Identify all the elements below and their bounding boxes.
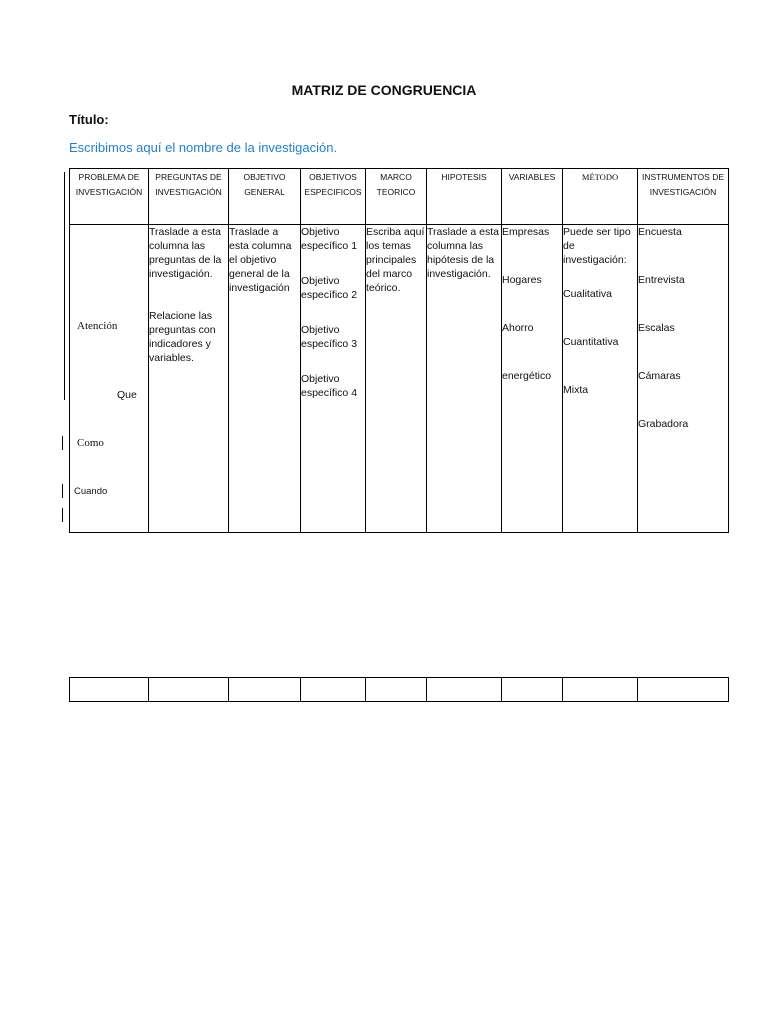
content-row (70, 225, 729, 533)
instrumento-entrevista: Entrevista (638, 274, 685, 286)
titulo-value: Escribimos aquí el nombre de la investigación. (69, 140, 338, 155)
variables-cell (502, 225, 563, 533)
empty-cell (229, 678, 301, 702)
marco-teorico-cell (366, 225, 427, 533)
objetivos-especificos-cell (301, 225, 366, 533)
margin-bar (64, 224, 65, 400)
objetivo-general-text: Traslade a esta columna el objetivo general de la investigación (229, 226, 292, 294)
empty-table-row (69, 677, 729, 702)
metodo-cuantitativa: Cuantitativa (563, 336, 619, 348)
problema-que: Que (117, 389, 137, 401)
header-preguntas: PREGUNTAS DE INVESTIGACIÓN (149, 169, 229, 225)
header-hipotesis: HIPOTESIS (427, 169, 502, 225)
margin-bar (62, 436, 63, 450)
preguntas-text-2: Relacione las preguntas con indicadores y variables. (149, 310, 216, 364)
empty-cell (638, 678, 729, 702)
congruence-matrix (69, 168, 729, 533)
objetivo-especifico-4: Objetivo específico 4 (301, 373, 358, 399)
header-objetivos-especificos: OBJETIVOS ESPECIFICOS (301, 169, 366, 225)
empty-cell (149, 678, 229, 702)
margin-bar (62, 484, 63, 498)
header-row (70, 169, 729, 225)
header-problema: PROBLEMA DE INVESTIGACIÓN (70, 169, 149, 225)
empty-cell (70, 678, 149, 702)
instrumento-escalas: Escalas (638, 322, 675, 334)
variable-hogares: Hogares (502, 274, 542, 286)
empty-cell (427, 678, 502, 702)
marco-teorico-text: Escriba aquí los temas principales del marco teórico. (366, 226, 425, 294)
problema-cell (70, 225, 149, 533)
empty-cell (301, 678, 366, 702)
header-objetivo-general: OBJETIVO GENERAL (229, 169, 301, 225)
objetivo-especifico-1: Objetivo específico 1 (301, 226, 358, 252)
variable-energetico: energético (502, 370, 552, 382)
header-variables: VARIABLES (502, 169, 563, 225)
hipotesis-text: Traslade a esta columna las hipótesis de la investigación. (427, 226, 499, 280)
objetivo-especifico-3: Objetivo específico 3 (301, 324, 358, 350)
instrumentos-cell (638, 225, 729, 533)
problema-como: Como (77, 437, 104, 449)
preguntas-cell (149, 225, 229, 533)
header-marco-teorico: MARCO TEORICO (366, 169, 427, 225)
variable-empresas: Empresas (502, 226, 550, 238)
instrumento-camaras: Cámaras (638, 370, 681, 382)
empty-cell (366, 678, 427, 702)
header-instrumentos: INSTRUMENTOS DE INVESTIGACIÓN (638, 169, 729, 225)
hipotesis-cell (427, 225, 502, 533)
metodo-cualitativa: Cualitativa (563, 288, 613, 300)
metodo-mixta: Mixta (563, 384, 589, 396)
titulo-label: Título: (69, 112, 109, 127)
objetivo-especifico-2: Objetivo específico 2 (301, 275, 358, 301)
objetivo-general-cell (229, 225, 301, 533)
preguntas-text-1: Traslade a esta columna las preguntas de la investigación. (149, 226, 222, 280)
metodo-intro: Puede ser tipo de investigación: (563, 226, 631, 266)
variable-ahorro: Ahorro (502, 322, 534, 334)
empty-cell (563, 678, 638, 702)
problema-atencion: Atención (77, 320, 118, 332)
metodo-cell (563, 225, 638, 533)
problema-cuando: Cuando (74, 486, 108, 497)
header-metodo: MÉTODO (563, 169, 638, 225)
margin-bar (62, 508, 63, 522)
empty-cell (502, 678, 563, 702)
page-title: MATRIZ DE CONGRUENCIA (291, 82, 477, 98)
table-row (70, 678, 729, 702)
instrumento-encuesta: Encuesta (638, 226, 682, 238)
margin-bar (64, 172, 65, 225)
instrumento-grabadora: Grabadora (638, 418, 689, 430)
